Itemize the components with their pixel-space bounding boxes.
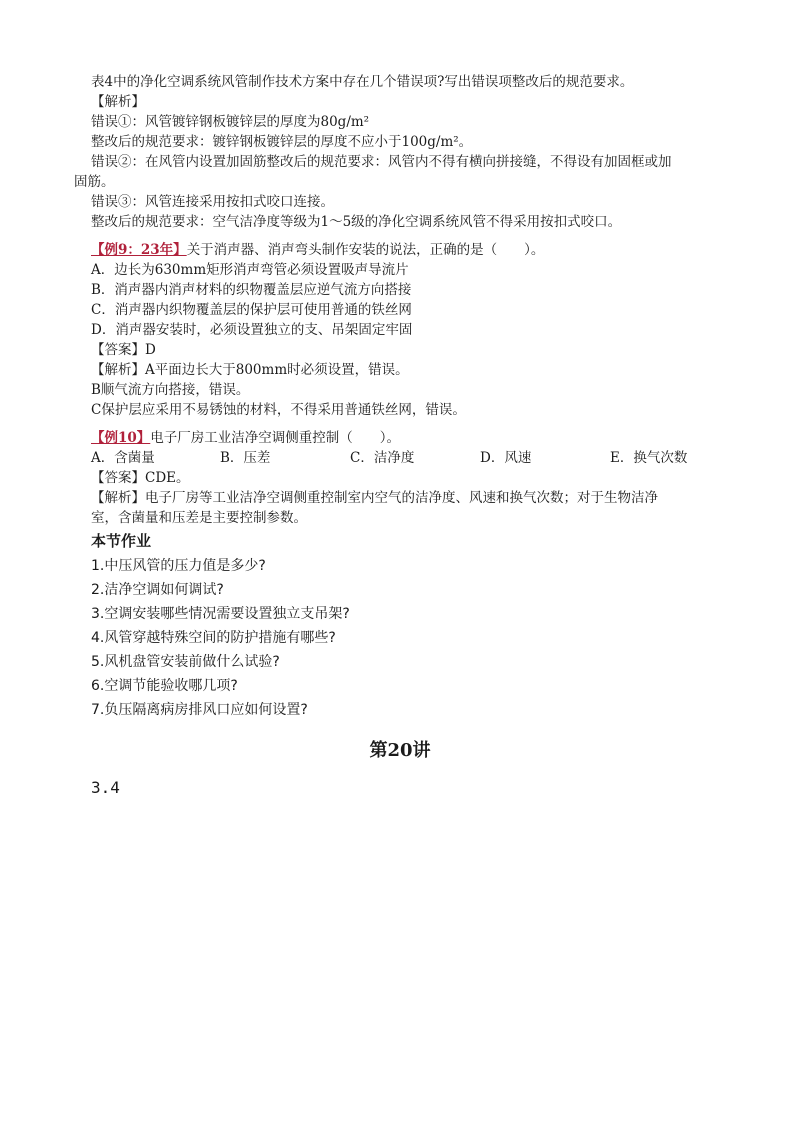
lecture-title: 第20讲 [369, 740, 431, 761]
example-10-stem: 电子厂房工业洁净空调侧重控制（ ）。 [150, 430, 401, 446]
example-9-option-d: D．消声器安装时，必须设置独立的支、吊架固定牢固 [91, 322, 413, 338]
example-9-option-a: A．边长为630mm矩形消声弯管必须设置吸声导流片 [91, 262, 409, 278]
example-10-option-d: D．风速 [480, 450, 532, 466]
example-9-analysis-3: C保护层应采用不易锈蚀的材料，不得采用普通铁丝网，错误。 [91, 402, 466, 418]
homework-item: 3.空调安装哪些情况需要设置独立支吊架? [91, 606, 350, 622]
homework-item: 4.风管穿越特殊空间的防护措施有哪些? [91, 630, 336, 646]
example-10-option-a: A．含菌量 [91, 450, 155, 466]
example-10-stem-line [91, 428, 400, 448]
example-9-option-c: C．消声器内织物覆盖层的保护层可使用普通的铁丝网 [91, 302, 412, 318]
example-9-option-b: B．消声器内消声材料的织物覆盖层应逆气流方向搭接 [91, 282, 412, 298]
homework-title: 本节作业 [91, 532, 152, 550]
homework-item: 7.负压隔离病房排风口应如何设置? [91, 702, 308, 718]
case-question: 表4中的净化空调系统风管制作技术方案中存在几个错误项?写出错误项整改后的规范要求。 [91, 74, 634, 90]
example-10-answer: 【答案】CDE。 [91, 470, 190, 486]
fix-1: 整改后的规范要求：镀锌钢板镀锌层的厚度不应小于100g/m²。 [91, 134, 473, 150]
example-9-tag: 【例9：23年】 [91, 242, 187, 258]
section-number: 3.4 [91, 778, 120, 797]
analysis-label: 【解析】 [91, 94, 145, 110]
error-2-line-2: 固筋。 [74, 174, 115, 190]
homework-item: 2.洁净空调如何调试? [91, 582, 224, 598]
example-9-stem: 关于消声器、消声弯头制作安装的说法，正确的是（ ）。 [186, 242, 545, 258]
example-9-analysis-1: 【解析】A平面边长大于800mm时必须设置，错误。 [91, 362, 409, 378]
homework-item: 6.空调节能验收哪几项? [91, 678, 238, 694]
example-10-analysis-2: 室，含菌量和压差是主要控制参数。 [91, 510, 307, 526]
example-10-tag: 【例10】 [91, 430, 151, 446]
error-3: 错误③：风管连接采用按扣式咬口连接。 [91, 194, 334, 210]
error-1: 错误①：风管镀锌钢板镀锌层的厚度为80g/m² [91, 114, 370, 130]
homework-item: 5.风机盘管安装前做什么试验? [91, 654, 280, 670]
example-9-analysis-2: B顺气流方向搭接，错误。 [91, 382, 250, 398]
example-10-option-b: B．压差 [220, 450, 271, 466]
error-2-line-1: 错误②：在风管内设置加固筋整改后的规范要求：风管内不得有横向拼接缝，不得设有加固框或加 [91, 154, 672, 170]
homework-item: 1.中压风管的压力值是多少? [91, 558, 266, 574]
example-9-answer: 【答案】D [91, 342, 156, 358]
fix-3: 整改后的规范要求：空气洁净度等级为1～5级的净化空调系统风管不得采用按扣式咬口。 [91, 214, 622, 230]
example-10-analysis-1: 【解析】电子厂房等工业洁净空调侧重控制室内空气的洁净度、风速和换气次数；对于生物洁净 [91, 490, 658, 506]
example-10-option-e: E．换气次数 [610, 450, 688, 466]
example-10-option-c: C．洁净度 [350, 450, 415, 466]
example-9-stem-line [91, 240, 544, 260]
